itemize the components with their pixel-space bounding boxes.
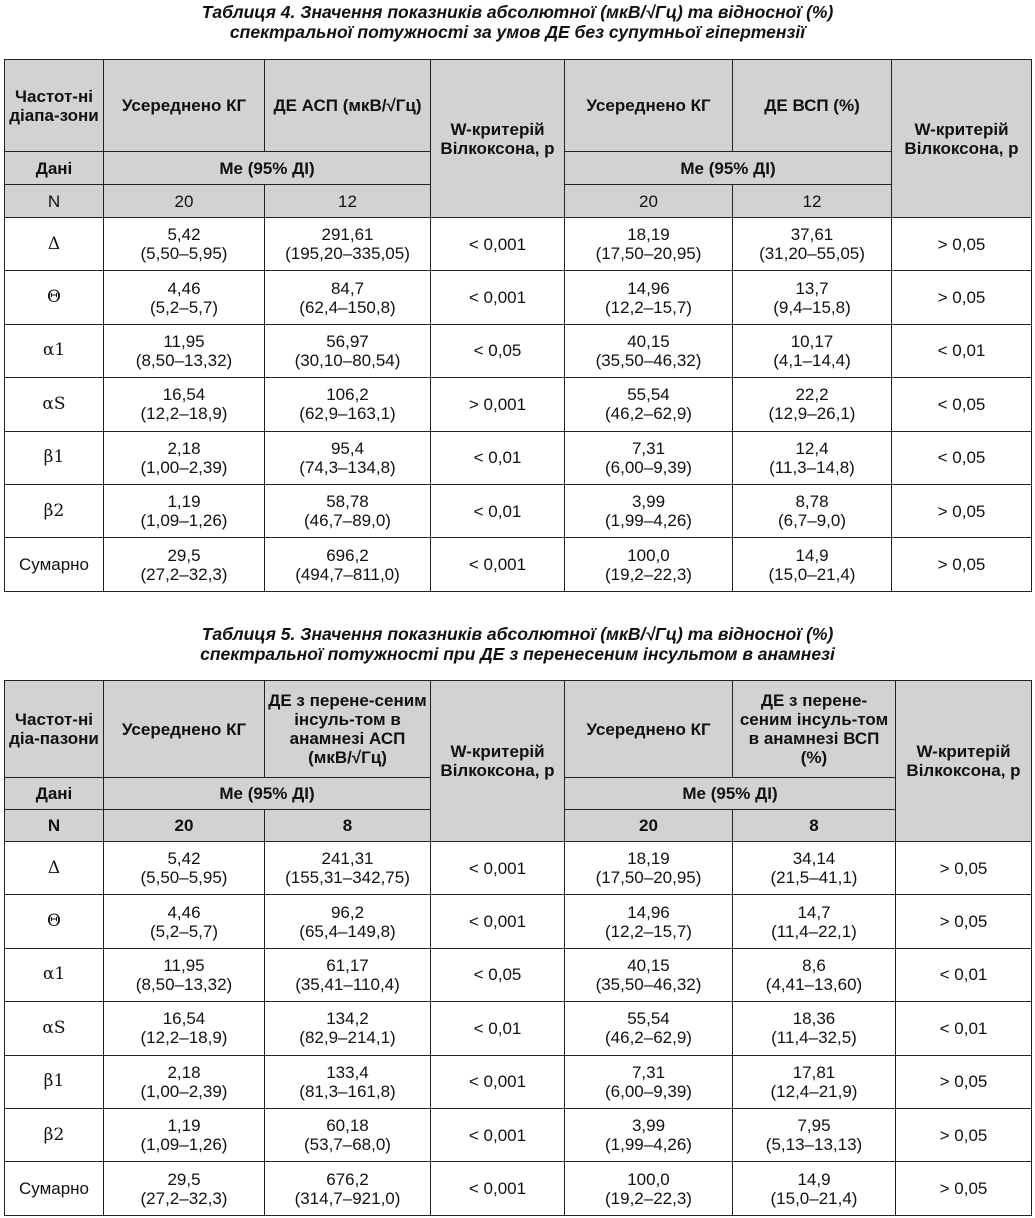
w2-cell: > 0,05 bbox=[892, 271, 1032, 324]
kg2-median: 40,15 bbox=[627, 331, 670, 351]
grp2-ci: (11,3–14,8) bbox=[769, 457, 855, 477]
grp2-ci: (5,13–13,13) bbox=[765, 1135, 863, 1155]
table5-caption bbox=[0, 624, 1035, 664]
grp2-median: 8,78 bbox=[795, 492, 829, 512]
grp1-ci: (62,4–150,8) bbox=[299, 297, 396, 317]
table4-header-kg1: Усереднено КГ bbox=[104, 60, 265, 152]
kg2-median: 55,54 bbox=[627, 385, 670, 405]
kg2-cell bbox=[565, 895, 733, 948]
kg1-median: 5,42 bbox=[167, 849, 201, 869]
table5-header-me1: Me (95% ДІ) bbox=[104, 778, 431, 810]
w2-cell: > 0,05 bbox=[892, 538, 1032, 591]
w2-cell: < 0,05 bbox=[892, 378, 1032, 431]
grp2-cell bbox=[733, 948, 896, 1001]
table4-caption-line1: Таблиця 4. Значення показників абсолютної (мкВ/√Гц) та відносної (%) bbox=[201, 2, 834, 22]
grp2-ci: (9,4–15,8) bbox=[773, 297, 851, 317]
kg1-median: 2,18 bbox=[167, 1062, 201, 1082]
kg2-median: 18,19 bbox=[627, 225, 670, 245]
w2-cell: > 0,05 bbox=[896, 1108, 1032, 1161]
table-row bbox=[5, 378, 1032, 431]
grp2-ci: (11,4–32,5) bbox=[771, 1028, 857, 1048]
kg2-ci: (46,2–62,9) bbox=[605, 1028, 692, 1048]
kg1-ci: (1,00–2,39) bbox=[140, 457, 228, 477]
table4-n-grp1: 12 bbox=[265, 185, 431, 218]
band-cell: Сумарно bbox=[5, 1162, 104, 1215]
grp1-cell bbox=[265, 324, 431, 377]
grp2-median: 17,81 bbox=[792, 1062, 836, 1082]
table4-n-grp2: 12 bbox=[733, 185, 892, 218]
grp1-median: 84,7 bbox=[330, 278, 365, 298]
grp1-cell bbox=[265, 378, 431, 431]
table4-header-kg2: Усереднено КГ bbox=[565, 60, 733, 152]
grp1-cell bbox=[265, 842, 431, 895]
band-cell: α1 bbox=[5, 324, 104, 377]
kg2-cell bbox=[565, 271, 733, 324]
w1-cell: < 0,001 bbox=[431, 842, 565, 895]
table-row bbox=[5, 1162, 1032, 1215]
table-row bbox=[5, 895, 1032, 948]
grp1-ci: (155,31–342,75) bbox=[285, 868, 410, 888]
grp2-ci: (4,41–13,60) bbox=[765, 974, 863, 994]
table5-caption-line1: Таблиця 5. Значення показників абсолютної (мкВ/√Гц) та відносної (%) bbox=[201, 624, 834, 644]
kg2-median: 14,96 bbox=[627, 278, 670, 298]
grp1-ci: (35,41–110,4) bbox=[295, 974, 400, 994]
w1-cell: < 0,001 bbox=[431, 538, 565, 591]
table4-n-kg1: 20 bbox=[104, 185, 265, 218]
grp1-median: 61,17 bbox=[326, 955, 369, 975]
kg2-median: 3,99 bbox=[631, 492, 666, 512]
table-row bbox=[5, 1055, 1032, 1108]
grp1-median: 291,61 bbox=[321, 225, 374, 245]
kg1-median: 29,5 bbox=[167, 545, 201, 565]
kg1-ci: (5,2–5,7) bbox=[149, 921, 219, 941]
table5-n-grp1: 8 bbox=[265, 810, 431, 842]
kg1-median: 16,54 bbox=[162, 1009, 206, 1029]
band-cell: β1 bbox=[5, 431, 104, 484]
grp1-cell bbox=[265, 1108, 431, 1161]
kg2-ci: (17,50–20,95) bbox=[595, 868, 702, 888]
table5-n-grp2: 8 bbox=[733, 810, 896, 842]
table5-header-grp1: ДЕ з перене-сеним інсуль-том в анамнезі АСП (мкВ/√Гц) bbox=[265, 681, 431, 778]
grp1-ci: (65,4–149,8) bbox=[299, 921, 396, 941]
grp1-median: 95,4 bbox=[330, 438, 365, 458]
band-cell: Θ bbox=[5, 271, 104, 324]
table4-header-n: N bbox=[5, 185, 104, 218]
grp2-median: 7,95 bbox=[797, 1116, 831, 1136]
kg2-ci: (19,2–22,3) bbox=[605, 1188, 692, 1208]
grp2-ci: (4,1–14,4) bbox=[773, 350, 851, 370]
kg1-cell bbox=[104, 271, 265, 324]
kg1-ci: (8,50–13,32) bbox=[135, 350, 233, 370]
table-row bbox=[5, 324, 1032, 377]
kg1-cell bbox=[104, 1055, 265, 1108]
grp1-cell bbox=[265, 431, 431, 484]
grp1-median: 676,2 bbox=[326, 1169, 369, 1189]
kg2-ci: (17,50–20,95) bbox=[595, 244, 702, 264]
kg1-cell bbox=[104, 1002, 265, 1055]
kg1-ci: (8,50–13,32) bbox=[135, 974, 233, 994]
grp1-ci: (30,10–80,54) bbox=[294, 350, 401, 370]
kg2-ci: (35,50–46,32) bbox=[595, 350, 702, 370]
kg1-ci: (1,09–1,26) bbox=[140, 511, 228, 531]
table-row bbox=[5, 948, 1032, 1001]
grp2-ci: (15,0–21,4) bbox=[770, 1188, 858, 1208]
kg2-ci: (6,00–9,39) bbox=[605, 457, 692, 477]
kg1-cell bbox=[104, 324, 265, 377]
grp1-ci: (74,3–134,8) bbox=[299, 457, 396, 477]
kg2-median: 3,99 bbox=[631, 1116, 666, 1136]
kg1-cell bbox=[104, 895, 265, 948]
table5-n-kg2: 20 bbox=[565, 810, 733, 842]
w2-cell: > 0,05 bbox=[896, 895, 1032, 948]
table-row bbox=[5, 842, 1032, 895]
table-row bbox=[5, 431, 1032, 484]
kg2-cell bbox=[565, 842, 733, 895]
table4 bbox=[4, 59, 1032, 592]
kg2-cell bbox=[565, 378, 733, 431]
kg2-cell bbox=[565, 1162, 733, 1215]
w2-cell: > 0,05 bbox=[896, 1055, 1032, 1108]
w1-cell: < 0,01 bbox=[431, 484, 565, 537]
kg2-median: 100,0 bbox=[627, 545, 670, 565]
w2-cell: < 0,01 bbox=[896, 948, 1032, 1001]
kg1-ci: (1,09–1,26) bbox=[140, 1135, 228, 1155]
kg2-median: 14,96 bbox=[627, 902, 670, 922]
grp2-cell bbox=[733, 324, 892, 377]
table4-header-me1: Me (95% ДІ) bbox=[104, 152, 431, 185]
kg1-cell bbox=[104, 842, 265, 895]
grp1-median: 56,97 bbox=[326, 331, 369, 351]
kg1-median: 1,19 bbox=[167, 492, 201, 512]
grp2-cell bbox=[733, 1108, 896, 1161]
grp2-median: 34,14 bbox=[792, 849, 836, 869]
grp2-ci: (6,7–9,0) bbox=[777, 511, 847, 531]
kg2-ci: (6,00–9,39) bbox=[605, 1081, 692, 1101]
table5-header-n: N bbox=[5, 810, 104, 842]
table4-caption bbox=[0, 2, 1035, 42]
table5-header-data: Дані bbox=[5, 778, 104, 810]
kg1-ci: (5,50–5,95) bbox=[140, 868, 228, 888]
w2-cell: < 0,01 bbox=[896, 1002, 1032, 1055]
grp2-cell bbox=[733, 1162, 896, 1215]
grp2-cell bbox=[733, 1002, 896, 1055]
grp1-cell bbox=[265, 484, 431, 537]
kg2-ci: (1,99–4,26) bbox=[605, 1135, 692, 1155]
table-row bbox=[5, 271, 1032, 324]
kg1-cell bbox=[104, 1162, 265, 1215]
kg1-median: 11,95 bbox=[163, 955, 205, 975]
kg2-median: 40,15 bbox=[627, 955, 670, 975]
kg2-cell bbox=[565, 218, 733, 271]
grp1-median: 58,78 bbox=[326, 492, 369, 512]
band-cell: Сумарно bbox=[5, 538, 104, 591]
table5-header-kg2: Усереднено КГ bbox=[565, 681, 733, 778]
grp1-median: 60,18 bbox=[326, 1116, 369, 1136]
kg2-median: 55,54 bbox=[627, 1009, 670, 1029]
kg1-cell bbox=[104, 948, 265, 1001]
table4-caption-line2: спектральної потужності за умов ДЕ без супутньої гіпертензії bbox=[229, 22, 806, 42]
w2-cell: < 0,05 bbox=[892, 431, 1032, 484]
band-cell: αS bbox=[5, 378, 104, 431]
table4-n-kg2: 20 bbox=[565, 185, 733, 218]
grp2-median: 37,61 bbox=[790, 225, 834, 245]
kg1-ci: (12,2–18,9) bbox=[140, 404, 228, 424]
table-row bbox=[5, 484, 1032, 537]
grp2-median: 10,17 bbox=[790, 331, 834, 351]
kg2-cell bbox=[565, 324, 733, 377]
grp1-ci: (81,3–161,8) bbox=[299, 1081, 396, 1101]
kg1-median: 11,95 bbox=[163, 331, 205, 351]
kg1-cell bbox=[104, 218, 265, 271]
kg2-ci: (35,50–46,32) bbox=[595, 974, 702, 994]
grp2-cell bbox=[733, 378, 892, 431]
grp1-median: 134,2 bbox=[326, 1009, 369, 1029]
grp2-median: 22,2 bbox=[795, 385, 829, 405]
grp2-median: 14,9 bbox=[795, 545, 829, 565]
kg1-median: 4,46 bbox=[167, 278, 201, 298]
grp2-median: 18,36 bbox=[792, 1009, 836, 1029]
kg2-ci: (1,99–4,26) bbox=[605, 511, 692, 531]
grp2-ci: (21,5–41,1) bbox=[770, 868, 858, 888]
table4-header-band: Частот-ні діапа-зони bbox=[5, 60, 104, 152]
kg1-cell bbox=[104, 1108, 265, 1161]
kg2-ci: (46,2–62,9) bbox=[605, 404, 692, 424]
grp1-median: 106,2 bbox=[326, 385, 369, 405]
grp1-median: 241,31 bbox=[321, 849, 374, 869]
grp1-ci: (62,9–163,1) bbox=[299, 404, 396, 424]
table4-header-w1: W-критерій Вілкоксона, p bbox=[431, 60, 565, 218]
kg2-cell bbox=[565, 431, 733, 484]
w1-cell: < 0,001 bbox=[431, 1055, 565, 1108]
w1-cell: < 0,001 bbox=[431, 895, 565, 948]
grp2-cell bbox=[733, 538, 892, 591]
grp2-median: 14,9 bbox=[797, 1169, 831, 1189]
grp2-cell bbox=[733, 1055, 896, 1108]
kg1-cell bbox=[104, 538, 265, 591]
grp2-cell bbox=[733, 271, 892, 324]
table5-header-band: Частот-ні діа-пазони bbox=[5, 681, 104, 778]
grp1-cell bbox=[265, 1162, 431, 1215]
w1-cell: < 0,001 bbox=[431, 271, 565, 324]
w2-cell: < 0,01 bbox=[892, 324, 1032, 377]
grp1-cell bbox=[265, 1002, 431, 1055]
grp1-cell bbox=[265, 1055, 431, 1108]
table-row bbox=[5, 538, 1032, 591]
kg2-ci: (19,2–22,3) bbox=[605, 564, 692, 584]
w2-cell: > 0,05 bbox=[896, 842, 1032, 895]
band-cell: β2 bbox=[5, 484, 104, 537]
w1-cell: < 0,001 bbox=[431, 1108, 565, 1161]
table4-header-data: Дані bbox=[5, 152, 104, 185]
grp1-cell bbox=[265, 895, 431, 948]
grp1-ci: (314,7–921,0) bbox=[294, 1188, 401, 1208]
kg2-cell bbox=[565, 1002, 733, 1055]
grp1-cell bbox=[265, 538, 431, 591]
grp2-cell bbox=[733, 842, 896, 895]
kg2-median: 100,0 bbox=[627, 1169, 670, 1189]
grp2-ci: (12,4–21,9) bbox=[770, 1081, 858, 1101]
w1-cell: < 0,05 bbox=[431, 324, 565, 377]
grp1-cell bbox=[265, 218, 431, 271]
w1-cell: < 0,01 bbox=[431, 431, 565, 484]
table5-header-me2: Me (95% ДІ) bbox=[565, 778, 896, 810]
grp1-cell bbox=[265, 948, 431, 1001]
table4-header-grp1: ДЕ АСП (мкВ/√Гц) bbox=[265, 60, 431, 152]
grp2-median: 12,4 bbox=[795, 438, 829, 458]
kg1-cell bbox=[104, 484, 265, 537]
grp1-ci: (195,20–335,05) bbox=[285, 244, 410, 264]
table4-header-w2: W-критерій Вілкоксона, p bbox=[892, 60, 1032, 218]
band-cell: β2 bbox=[5, 1108, 104, 1161]
w2-cell: > 0,05 bbox=[896, 1162, 1032, 1215]
kg2-cell bbox=[565, 538, 733, 591]
kg2-cell bbox=[565, 484, 733, 537]
band-cell: Δ bbox=[5, 218, 104, 271]
grp2-ci: (12,9–26,1) bbox=[768, 404, 856, 424]
grp1-median: 133,4 bbox=[326, 1062, 369, 1082]
table-row bbox=[5, 1108, 1032, 1161]
grp2-cell bbox=[733, 218, 892, 271]
grp2-cell bbox=[733, 895, 896, 948]
grp1-median: 96,2 bbox=[330, 902, 365, 922]
table5-header-w2: W-критерій Вілкоксона, p bbox=[896, 681, 1032, 842]
kg2-median: 18,19 bbox=[627, 849, 670, 869]
kg2-ci: (12,2–15,7) bbox=[605, 297, 692, 317]
kg2-cell bbox=[565, 1055, 733, 1108]
kg1-ci: (1,00–2,39) bbox=[140, 1081, 228, 1101]
kg2-median: 7,31 bbox=[631, 1062, 666, 1082]
w1-cell: < 0,05 bbox=[431, 948, 565, 1001]
grp1-median: 696,2 bbox=[326, 545, 369, 565]
kg2-ci: (12,2–15,7) bbox=[605, 921, 692, 941]
kg2-median: 7,31 bbox=[631, 438, 666, 458]
table5-header-w1: W-критерій Вілкоксона, p bbox=[431, 681, 565, 842]
w1-cell: < 0,01 bbox=[431, 1002, 565, 1055]
grp2-median: 13,7 bbox=[795, 278, 829, 298]
w1-cell: < 0,001 bbox=[431, 218, 565, 271]
band-cell: α1 bbox=[5, 948, 104, 1001]
table5 bbox=[4, 680, 1032, 1216]
w1-cell: < 0,001 bbox=[431, 1162, 565, 1215]
kg1-ci: (5,2–5,7) bbox=[149, 297, 219, 317]
grp2-cell bbox=[733, 431, 892, 484]
kg1-ci: (5,50–5,95) bbox=[140, 244, 228, 264]
kg2-cell bbox=[565, 1108, 733, 1161]
grp1-ci: (82,9–214,1) bbox=[299, 1028, 396, 1048]
kg1-cell bbox=[104, 378, 265, 431]
band-cell: αS bbox=[5, 1002, 104, 1055]
kg1-ci: (27,2–32,3) bbox=[140, 564, 228, 584]
grp1-cell bbox=[265, 271, 431, 324]
band-cell: Θ bbox=[5, 895, 104, 948]
grp1-ci: (46,7–89,0) bbox=[304, 511, 391, 531]
kg1-median: 29,5 bbox=[167, 1169, 201, 1189]
kg1-cell bbox=[104, 431, 265, 484]
band-cell: Δ bbox=[5, 842, 104, 895]
table5-header-kg1: Усереднено КГ bbox=[104, 681, 265, 778]
grp2-ci: (31,20–55,05) bbox=[759, 244, 865, 264]
kg2-cell bbox=[565, 948, 733, 1001]
grp2-cell bbox=[733, 484, 892, 537]
table-row bbox=[5, 218, 1032, 271]
table5-header-grp2: ДЕ з перене-сеним інсуль-том в анамнезі ВСП (%) bbox=[733, 681, 896, 778]
table5-n-kg1: 20 bbox=[104, 810, 265, 842]
kg1-median: 2,18 bbox=[167, 438, 201, 458]
table4-header-grp2: ДЕ ВСП (%) bbox=[733, 60, 892, 152]
w2-cell: > 0,05 bbox=[892, 484, 1032, 537]
grp2-ci: (15,0–21,4) bbox=[768, 564, 856, 584]
band-cell: β1 bbox=[5, 1055, 104, 1108]
table-row bbox=[5, 1002, 1032, 1055]
kg1-median: 5,42 bbox=[167, 225, 201, 245]
grp1-ci: (494,7–811,0) bbox=[295, 564, 400, 584]
kg1-median: 1,19 bbox=[167, 1116, 201, 1136]
kg1-median: 16,54 bbox=[162, 385, 206, 405]
kg1-ci: (12,2–18,9) bbox=[140, 1028, 228, 1048]
grp1-ci: (53,7–68,0) bbox=[304, 1135, 391, 1155]
kg1-ci: (27,2–32,3) bbox=[140, 1188, 228, 1208]
grp2-median: 14,7 bbox=[797, 902, 831, 922]
grp2-median: 8,6 bbox=[802, 955, 826, 975]
w1-cell: > 0,001 bbox=[431, 378, 565, 431]
kg1-median: 4,46 bbox=[167, 902, 201, 922]
grp2-ci: (11,4–22,1) bbox=[771, 921, 857, 941]
table4-header-me2: Me (95% ДІ) bbox=[565, 152, 892, 185]
w2-cell: > 0,05 bbox=[892, 218, 1032, 271]
table5-caption-line2: спектральної потужності при ДЕ з перенесеним інсультом в анамнезі bbox=[200, 644, 835, 664]
